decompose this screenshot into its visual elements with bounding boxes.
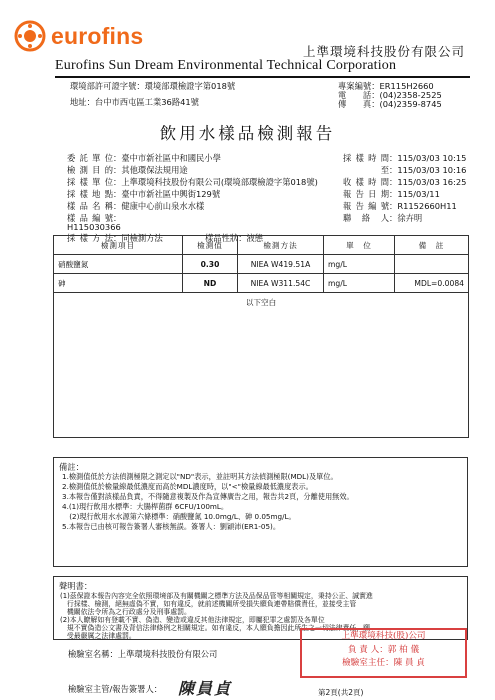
- sample-state-label: 樣品性狀：: [205, 233, 247, 243]
- brand-name: eurofins: [51, 22, 144, 49]
- stamp-director: 檢驗室主任：陳 員 貞: [342, 658, 425, 668]
- info-label: 樣品名稱: [67, 201, 113, 211]
- declaration-line: (1)茲保證本報告內容完全依照環境部及有關機關之標準方法及品保品管等相關規定，秉持公正、誠實進: [60, 592, 373, 600]
- info-label: 樣品編號: [67, 213, 113, 223]
- declaration-line: (2)本人瞭解如有登載不實、偽造、變造或違反其他法律規定，即屬犯罪之處罰及各單位: [60, 616, 325, 624]
- info-contact: 聯 絡 人：徐卉明: [343, 213, 423, 223]
- column-header: 單 位: [324, 236, 395, 255]
- note-line: 1.檢測值低於方法偵測極限之測定以"ND"表示，並註明其方法偵測極限(MDL)及單位。: [62, 472, 338, 481]
- info-sampler: 採樣單位：上準環境科技股份有限公司(環境部環檢證字第018號): [67, 177, 318, 187]
- company-address: 地址：台中市西屯區工業36路41號: [70, 97, 199, 107]
- notes-title: 備註：: [59, 462, 84, 472]
- note-line: 2.檢測值低於檢量線最低濃度而高於MDL濃度時，以"<"檢量線最低濃度表示。: [62, 482, 313, 491]
- info-value: 115/03/03 16:25: [397, 177, 467, 187]
- tel-label: 電 話：: [338, 90, 380, 100]
- table-cell-value: ND: [183, 274, 238, 293]
- blank-below-note: 以下空白: [245, 298, 277, 307]
- declaration-line: 行採樣、檢測，絕無虛偽不實，如有違反，就前述機關所受損失願負連帶賠償責任，並接受主管: [60, 600, 357, 608]
- note-line: (2)現行飲用水水源第六條標準：硝酸鹽氮 10.0mg/L、砷 0.05mg/L。: [62, 512, 296, 521]
- fax-number: (04)2359-8745: [379, 99, 442, 109]
- info-value: R1152660H11: [397, 201, 457, 211]
- info-sampling-method: 採樣方法：同檢測方法: [67, 233, 163, 243]
- permit-number: 環境部許可證字號：環境部環檢證字第018號: [70, 81, 236, 91]
- declaration-line: 機關依法令所為之行政處分及刑事處罰。: [60, 608, 191, 616]
- note-line: 5.本報告已由核可報告簽署人審核無誤。簽署人：劉穎沛(ER1-05)。: [62, 522, 281, 531]
- info-label: 聯 絡 人: [343, 213, 389, 223]
- column-header: 檢測值: [183, 236, 238, 255]
- declaration-title: 聲明書：: [59, 581, 93, 591]
- table-cell-item: 硝酸鹽氮: [54, 255, 183, 274]
- info-receive-time: 收樣時間：115/03/03 16:25: [343, 177, 467, 187]
- info-value: 115/03/03 10:16: [397, 165, 467, 175]
- sample-state-value: 液態: [246, 233, 264, 243]
- info-location: 採樣地點：臺中市新社區中興街129號: [67, 189, 221, 199]
- table-blank-row: [54, 293, 469, 438]
- note-line: 3.本報告僅對該樣品負責，不得隨意複製及作為宣傳廣告之用，報告共2頁，分離使用無效。: [62, 492, 354, 501]
- info-label: 檢測目的: [67, 165, 113, 175]
- info-value: 健康中心前山泉水水樣: [121, 201, 205, 211]
- info-label: 報告日期: [343, 189, 389, 199]
- info-value: 臺中市新社區中興街129號: [121, 189, 221, 199]
- company-name-zh: 上準環境科技股份有限公司: [302, 44, 465, 59]
- info-value: 臺中市新社區中和國民小學: [121, 153, 221, 163]
- info-label: 採樣單位: [67, 177, 113, 187]
- tel-number: (04)2358-2525: [379, 90, 442, 100]
- info-report-date: 報告日期：115/03/11: [343, 189, 440, 199]
- notes-box: [53, 457, 468, 567]
- fax-row: [338, 98, 442, 110]
- lab-name: 檢驗室名稱：上準環境科技股份有限公司: [68, 649, 218, 659]
- table-cell-method: NIEA W311.54C: [238, 274, 324, 293]
- info-value: 115/03/11: [397, 189, 440, 199]
- table-cell-value: 0.30: [183, 255, 238, 274]
- info-value: 同檢測方法: [121, 233, 163, 243]
- report-title: 飲用水樣品檢測報告: [159, 124, 336, 143]
- table-cell-remark: [395, 255, 469, 274]
- info-report-no: 報告編號：R1152660H11: [343, 201, 457, 211]
- info-label: 收樣時間: [343, 177, 389, 187]
- info-value: 上準環境科技股份有限公司(環境部環檢證字第018號): [121, 177, 318, 187]
- table-cell-unit: mg/L: [324, 255, 395, 274]
- info-label: 採樣地點: [67, 189, 113, 199]
- eurofins-logo-icon: [14, 20, 46, 52]
- note-line: 4.(1)現行飲用水標準：大腸桿菌群 6CFU/100mL。: [62, 502, 229, 511]
- info-label: 報告編號: [343, 201, 389, 211]
- table-cell-method: NIEA W419.51A: [238, 255, 324, 274]
- official-stamp: [300, 628, 467, 678]
- table-cell-remark: MDL=0.0084: [395, 274, 469, 293]
- info-value: 其他環保法規用途: [121, 165, 188, 175]
- info-label: 採樣方法: [67, 233, 113, 243]
- table-header-row: [54, 236, 469, 255]
- case-number: ER115H2660: [379, 81, 434, 91]
- table-cell-item: 砷: [54, 274, 183, 293]
- column-header: 檢測方法: [238, 236, 324, 255]
- company-name-en: Eurofins Sun Dream Environmental Technical Corporation: [55, 58, 397, 73]
- handwritten-signature: 陳員貞: [178, 679, 233, 698]
- info-sample-name: 樣品名稱：健康中心前山泉水水樣: [67, 201, 205, 211]
- sample-id: H115030366: [67, 222, 121, 232]
- stamp-company: 上準環境科技(股)公司: [341, 631, 426, 641]
- supervisor-label: 檢驗室主管/報告簽署人：: [68, 684, 163, 694]
- results-table: [53, 235, 469, 438]
- info-sampling-time: 採樣時間：115/03/03 10:15: [343, 153, 467, 163]
- header-divider: [55, 76, 470, 78]
- info-sampling-end: 至：115/03/03 10:16: [343, 164, 466, 176]
- table-row: [54, 274, 469, 293]
- column-header: 檢測項目: [54, 236, 183, 255]
- declaration-line: 受最嚴厲之法律處罰。: [60, 632, 136, 640]
- info-label: 採樣時間: [343, 153, 389, 163]
- info-sample-no: 樣品編號：: [67, 213, 122, 223]
- fax-label: 傳 真：: [338, 99, 380, 109]
- stamp-owner: 負 責 人：郭 柏 儀: [347, 644, 420, 655]
- column-header: 備 註: [395, 236, 469, 255]
- brand-logo: [14, 20, 143, 52]
- info-purpose: 檢測目的：其他環保法規用途: [67, 165, 188, 175]
- table-cell-unit: mg/L: [324, 274, 395, 293]
- info-label: 委託單位: [67, 153, 113, 163]
- info-client: 委託單位：臺中市新社區中和國民小學: [67, 153, 221, 163]
- declaration-line: 規不實偽造公文書及背信法律條例之相關規定。如有違反，本人願負擔因此所生之一切法律責任，願: [60, 624, 371, 632]
- page-number: 第2頁(共2頁): [318, 688, 364, 697]
- info-label: 至: [380, 165, 389, 175]
- info-value: 徐卉明: [397, 213, 423, 223]
- case-number-label: 專案編號：: [338, 81, 380, 91]
- info-value: 115/03/03 10:15: [397, 153, 467, 163]
- table-row: [54, 255, 469, 274]
